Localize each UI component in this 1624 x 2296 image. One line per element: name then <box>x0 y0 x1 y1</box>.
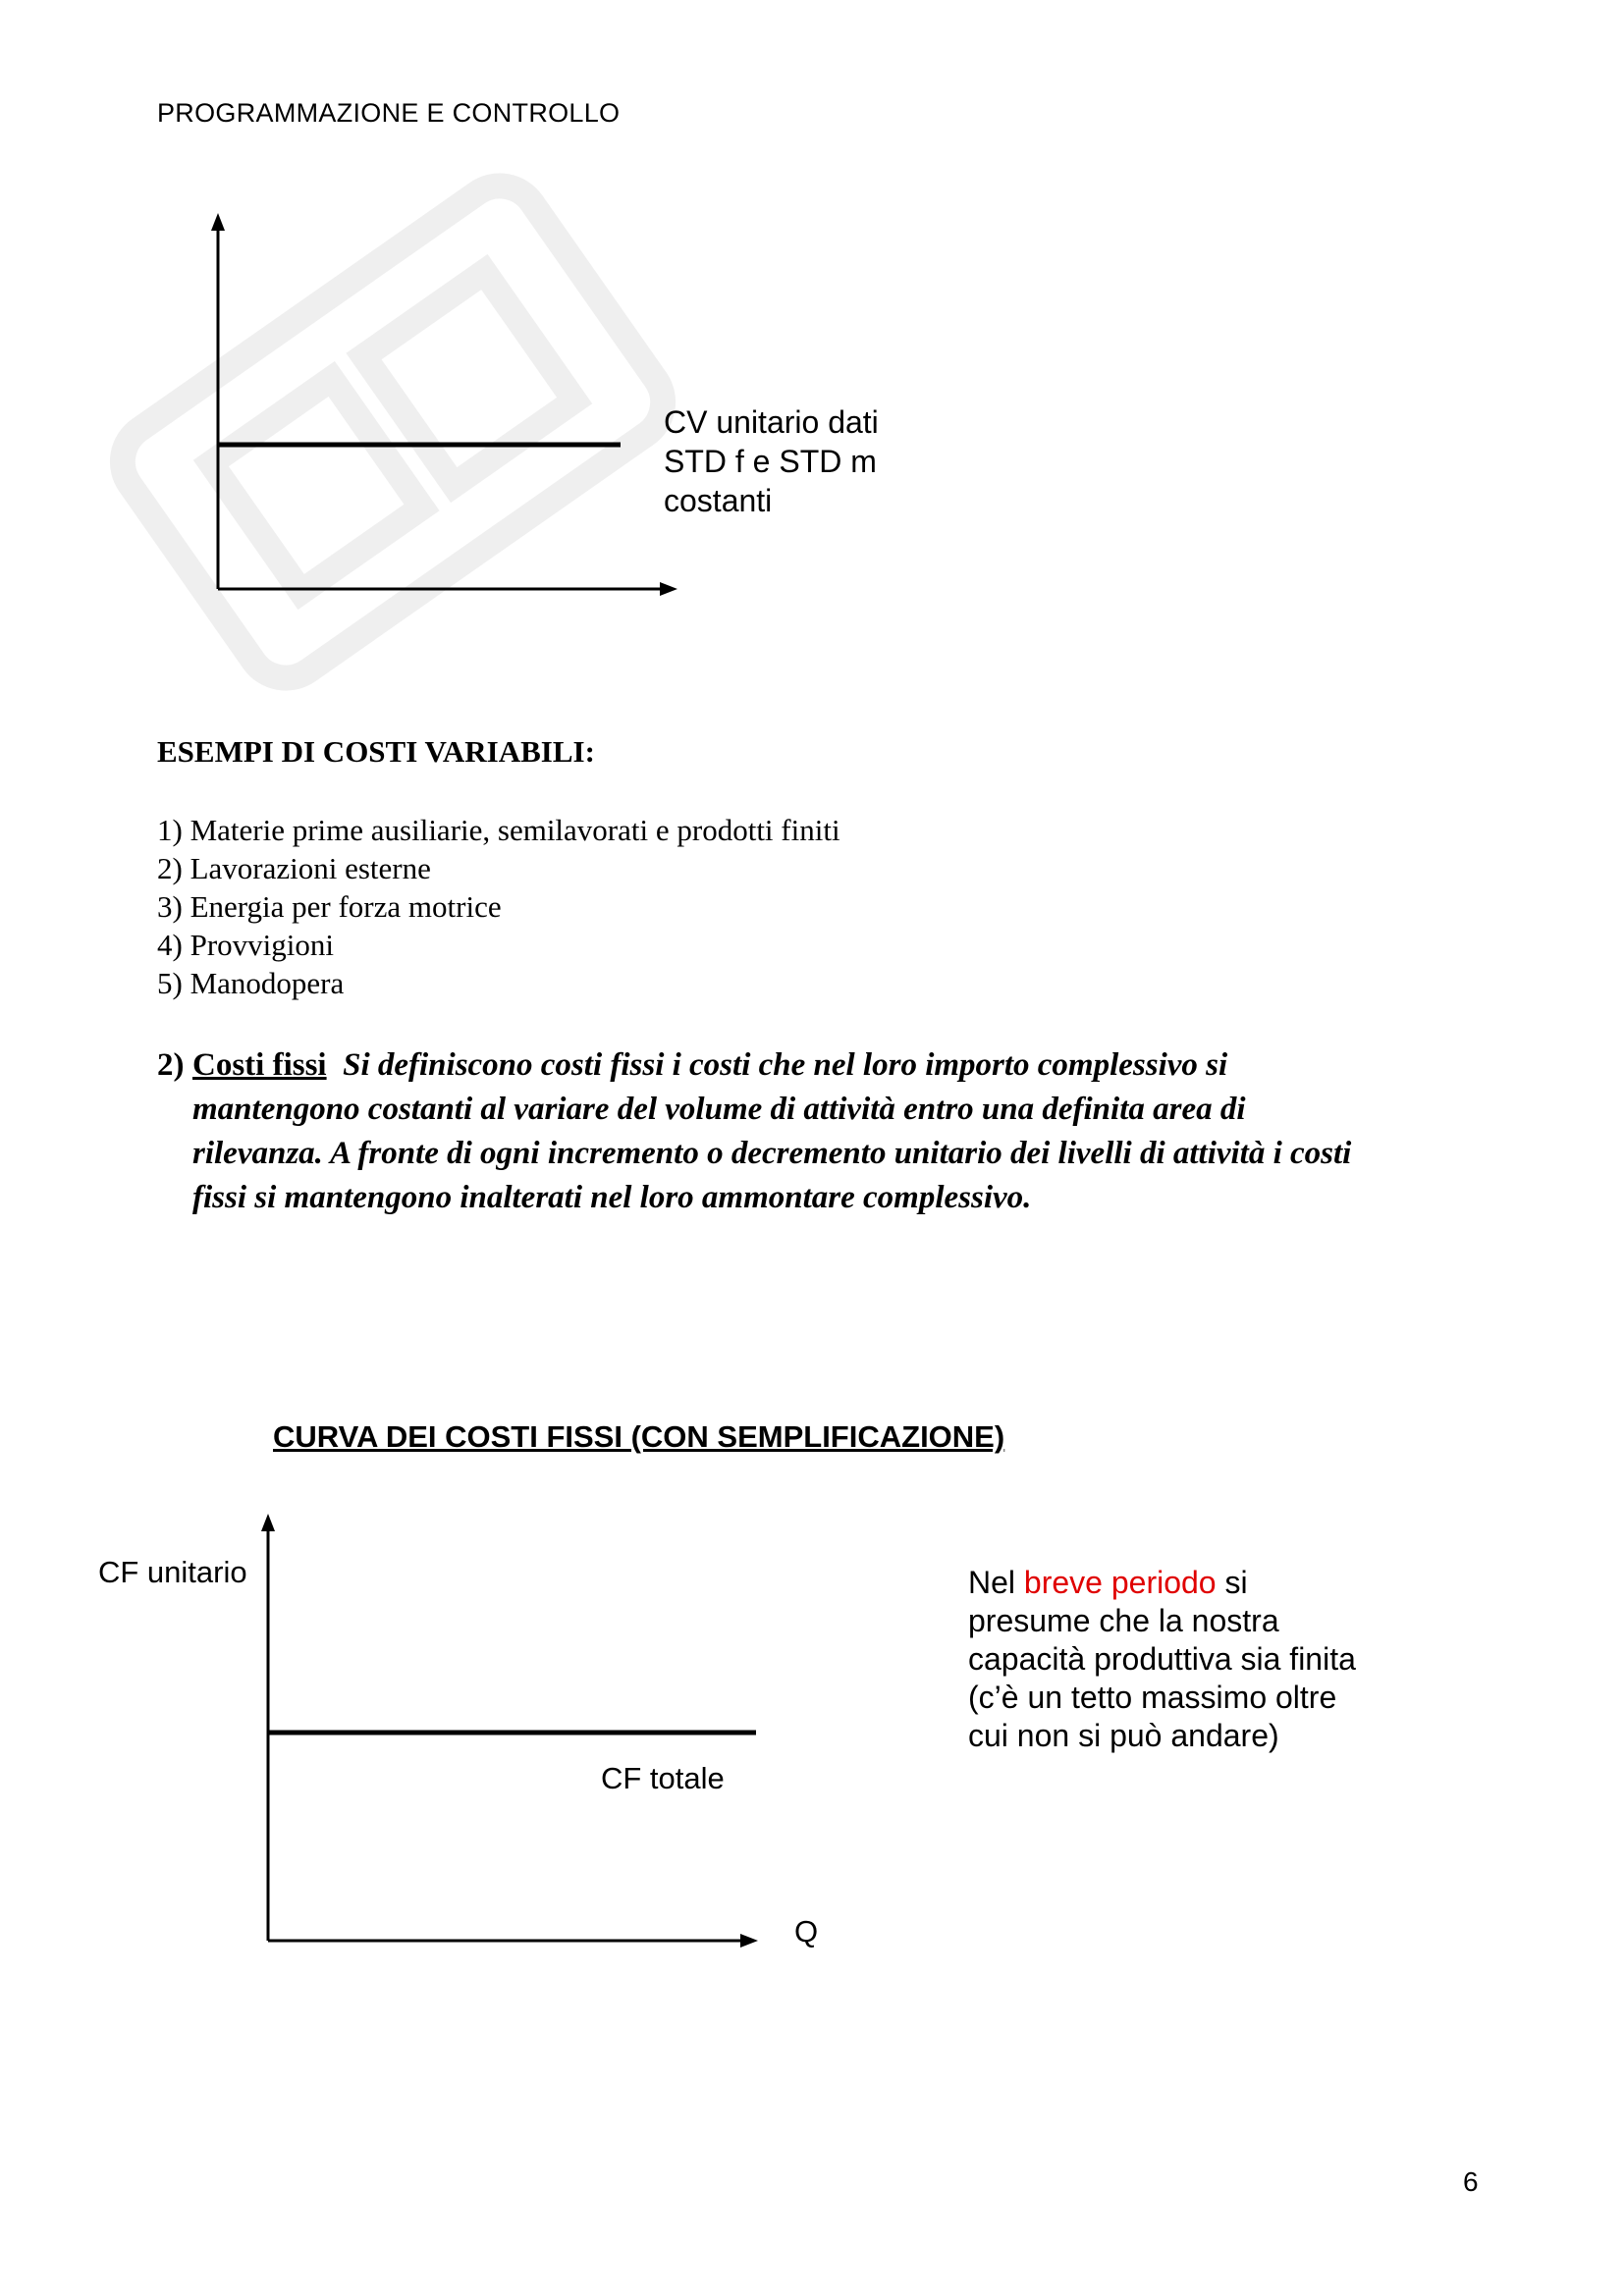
list-item: 3) Energia per forza motrice <box>157 889 502 924</box>
cv-unit-chart <box>196 211 707 604</box>
definition-term: Costi fissi <box>192 1047 327 1083</box>
page-number: 6 <box>1463 2166 1479 2197</box>
definition-number: 2) <box>157 1047 185 1083</box>
list-item: 1) Materie prime ausiliarie, semilavorati e prodotti finiti <box>157 813 840 847</box>
definition-line-4: fissi si mantengono inalterati nel loro ammontare complessivo. <box>192 1180 1032 1215</box>
list-item: 4) Provvigioni <box>157 928 334 962</box>
note-text-before: Nel <box>968 1565 1024 1600</box>
chart1-y-arrow-icon <box>211 213 225 231</box>
definition-line-3: rilevanza. A fronte di ogni incremento o decremento unitario dei livelli di attività i costi <box>192 1136 1352 1171</box>
short-period-note <box>968 1564 1371 1755</box>
cv-unit-label <box>664 402 879 520</box>
chart2-x-arrow-icon <box>740 1934 758 1948</box>
list-item: 2) Lavorazioni esterne <box>157 851 431 885</box>
chart2-line-label: CF totale <box>601 1761 725 1795</box>
chart2-x-label: Q <box>794 1914 819 1949</box>
page-header: PROGRAMMAZIONE E CONTROLLO <box>157 98 621 128</box>
cv-label-line-1: CV unitario dati <box>664 404 879 440</box>
examples-list <box>157 811 840 1002</box>
fixed-costs-chart-title: CURVA DEI COSTI FISSI (CON SEMPLIFICAZIONE) <box>273 1419 1005 1454</box>
fixed-costs-definition <box>157 1043 1485 1220</box>
note-highlight: breve periodo <box>1023 1565 1217 1600</box>
chart2-y-label: CF unitario <box>98 1555 247 1589</box>
chart1-x-arrow-icon <box>660 582 677 596</box>
list-item: 5) Manodopera <box>157 966 345 1000</box>
chart2-y-arrow-icon <box>261 1514 275 1531</box>
definition-line-1: Si definiscono costi fissi i costi che nel loro importo complessivo si <box>343 1047 1228 1083</box>
definition-line-2: mantengono costanti al variare del volume di attività entro una definita area di <box>192 1092 1246 1127</box>
cv-label-line-3: costanti <box>664 483 773 518</box>
cv-label-line-2: STD f e STD m <box>664 444 877 479</box>
fixed-costs-chart <box>98 1512 864 1953</box>
note-text-after: si presume che la nostra capacità produttiva sia finita (c’è un tetto massimo oltre cui non si può andare) <box>968 1565 1356 1753</box>
examples-title: ESEMPI DI COSTI VARIABILI: <box>157 734 595 769</box>
